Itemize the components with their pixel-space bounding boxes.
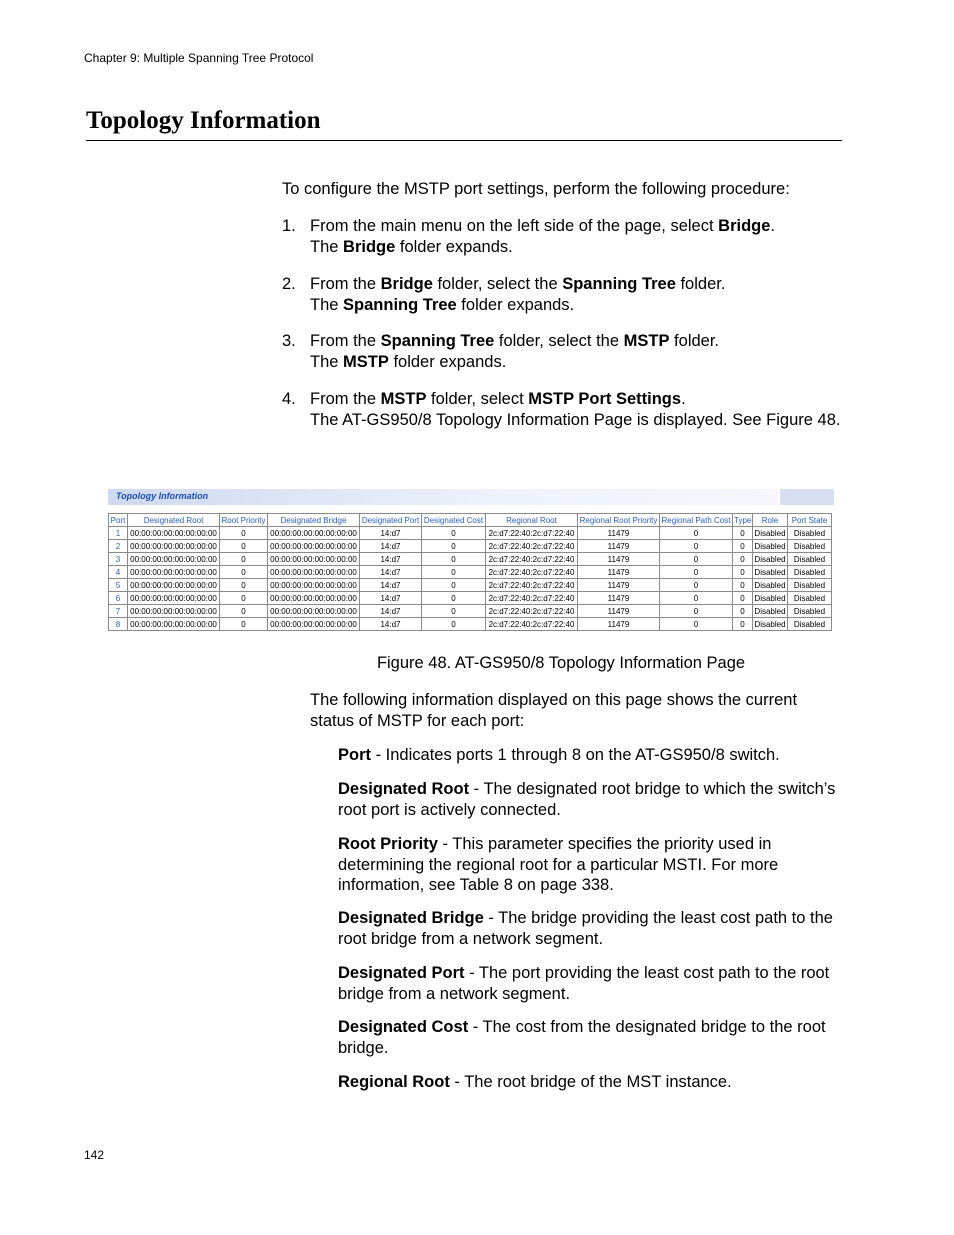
table-cell: 0: [220, 566, 268, 579]
step-bold: Bridge: [718, 217, 771, 235]
step-text: From the main menu on the left side of the page, select: [310, 217, 719, 235]
table-cell: 0: [660, 566, 733, 579]
table-cell: 00:00:00:00:00:00:00:00: [268, 579, 360, 592]
step-3: [282, 331, 842, 372]
column-header: Role: [753, 514, 788, 527]
table-cell: 0: [660, 618, 733, 631]
table-cell: Disabled: [754, 554, 786, 564]
title-rule: [86, 140, 842, 141]
table-cell: 00:00:00:00:00:00:00:00: [268, 618, 360, 631]
column-header: Regional Path Cost: [660, 514, 733, 527]
table-cell: 0: [733, 592, 753, 605]
definition-designated-port: [338, 963, 842, 1004]
table-cell: 00:00:00:00:00:00:00:00: [128, 618, 220, 631]
step-bold: MSTP Port Settings: [528, 390, 682, 408]
table-cell: 11479: [578, 553, 660, 566]
step-bold: MSTP: [623, 332, 670, 350]
step-bold: Spanning Tree: [380, 332, 495, 350]
table-cell: 0: [733, 527, 753, 540]
table-cell: 00:00:00:00:00:00:00:00: [268, 527, 360, 540]
table-cell: 0: [220, 540, 268, 553]
step-text: folder, select the: [432, 275, 563, 293]
port-link[interactable]: 6: [109, 592, 128, 605]
table-row: [109, 592, 832, 605]
step-text: folder expands.: [395, 237, 513, 256]
table-cell: 2c:d7:22:40:2c:d7:22:40: [486, 540, 578, 553]
definition-designated-cost: [338, 1017, 842, 1058]
table-cell: 0: [660, 579, 733, 592]
table-cell: 0: [220, 553, 268, 566]
step-4: [282, 389, 842, 430]
definition-desc: - This parameter specifies the priority used in determining the regional root for a particular MSTI. For more information, see Table 8 on page 338.: [338, 835, 779, 894]
port-link[interactable]: 1: [109, 527, 128, 540]
table-cell: 11479: [578, 618, 660, 631]
table-cell: 2c:d7:22:40:2c:d7:22:40: [486, 527, 578, 540]
column-header: Type: [734, 515, 752, 525]
column-header: Regional Root Priority: [578, 514, 660, 527]
table-cell: 14:d7: [360, 527, 422, 540]
table-cell: 11479: [578, 566, 660, 579]
table-cell: Disabled: [754, 528, 786, 538]
table-cell: Disabled: [788, 540, 832, 553]
definition-term: Designated Bridge: [338, 909, 484, 927]
table-cell: 11479: [578, 605, 660, 618]
table-cell: 2c:d7:22:40:2c:d7:22:40: [486, 553, 578, 566]
definition-desc: - The bridge providing the least cost path to the root bridge from a network segment.: [338, 909, 833, 948]
table-body: [109, 527, 832, 631]
screenshot-title: Topology Information: [116, 491, 209, 501]
running-header: Chapter 9: Multiple Spanning Tree Protocol: [84, 51, 314, 65]
table-cell: Disabled: [788, 553, 832, 566]
table-cell: 00:00:00:00:00:00:00:00: [128, 579, 220, 592]
step-text: From the: [310, 390, 381, 408]
table-cell: 14:d7: [360, 618, 422, 631]
step-text: The: [310, 352, 344, 371]
definition-term: Designated Root: [338, 780, 470, 798]
table-cell: Disabled: [788, 592, 832, 605]
table-cell: 00:00:00:00:00:00:00:00: [268, 592, 360, 605]
step-text: folder.: [675, 275, 726, 293]
step-text: The: [310, 237, 344, 256]
step-2: [282, 274, 842, 315]
table-cell: 14:d7: [360, 540, 422, 553]
definition-desc: - The root bridge of the MST instance.: [449, 1073, 732, 1091]
definition-designated-bridge: [338, 908, 842, 949]
screenshot-title-bar: [108, 489, 778, 505]
table-cell: 0: [660, 592, 733, 605]
table-cell: Disabled: [788, 605, 832, 618]
table-cell: 0: [220, 579, 268, 592]
step-number: 4.: [282, 390, 296, 408]
table-cell: 14:d7: [360, 566, 422, 579]
table-cell: 00:00:00:00:00:00:00:00: [268, 605, 360, 618]
step-text: .: [681, 390, 686, 408]
table-cell: 0: [220, 592, 268, 605]
table-cell: 2c:d7:22:40:2c:d7:22:40: [486, 566, 578, 579]
column-header: Regional Root: [486, 514, 578, 527]
page-number: 142: [84, 1148, 105, 1162]
step-number: 2.: [282, 275, 296, 293]
table-cell: 0: [733, 618, 753, 631]
table-cell: 0: [422, 553, 486, 566]
table-cell: 11479: [578, 579, 660, 592]
table-cell: 2c:d7:22:40:2c:d7:22:40: [486, 592, 578, 605]
table-row: [109, 527, 832, 540]
table-cell: 14:d7: [360, 579, 422, 592]
table-cell: Disabled: [754, 606, 786, 616]
definition-term: Root Priority: [338, 835, 438, 853]
step-text: The: [310, 295, 344, 314]
table-header-row: [109, 514, 832, 527]
table-cell: 00:00:00:00:00:00:00:00: [268, 553, 360, 566]
table-cell: 11479: [578, 592, 660, 605]
definition-designated-root: [338, 779, 842, 820]
step-bold: MSTP: [343, 352, 389, 371]
column-header: Port: [109, 514, 128, 527]
step-1: [282, 216, 842, 257]
step-number: 1.: [282, 217, 296, 235]
definition-desc: - The designated root bridge to which the switch’s root port is actively connected.: [338, 780, 836, 819]
port-link[interactable]: 5: [109, 579, 128, 592]
table-cell: Disabled: [788, 566, 832, 579]
topology-screenshot: [108, 488, 834, 640]
table-cell: 0: [422, 527, 486, 540]
definition-root-priority: [338, 834, 842, 896]
step-bold: Spanning Tree: [343, 295, 457, 314]
column-header: Designated Cost: [422, 514, 486, 527]
step-text: folder expands.: [388, 352, 507, 371]
table-cell: 0: [733, 553, 753, 566]
step-text: From the: [310, 332, 381, 350]
step-text: The AT-GS950/8 Topology Information Page is displayed. See Figure 48.: [310, 410, 841, 429]
table-cell: 0: [422, 592, 486, 605]
table-cell: Disabled: [754, 580, 786, 590]
definition-term: Designated Port: [338, 964, 465, 982]
table-cell: 14:d7: [360, 592, 422, 605]
step-number: 3.: [282, 332, 296, 350]
table-cell: Disabled: [754, 567, 786, 577]
table-cell: 0: [660, 527, 733, 540]
step-text: .: [770, 217, 776, 235]
intro-paragraph: To configure the MSTP port settings, perform the following procedure:: [282, 180, 790, 198]
definition-regional-root: [338, 1072, 842, 1093]
table-cell: 14:d7: [360, 605, 422, 618]
table-cell: 0: [733, 579, 753, 592]
table-cell: 0: [733, 566, 753, 579]
table-cell: 11479: [578, 527, 660, 540]
topology-table: [108, 513, 832, 631]
definition-term: Designated Cost: [338, 1018, 469, 1036]
table-row: [109, 553, 832, 566]
table-cell: 2c:d7:22:40:2c:d7:22:40: [486, 605, 578, 618]
section-title: Topology Information: [86, 107, 321, 134]
step-text: From the: [310, 275, 381, 293]
table-cell: 00:00:00:00:00:00:00:00: [128, 540, 220, 553]
port-link[interactable]: 4: [109, 566, 128, 579]
table-cell: 0: [422, 579, 486, 592]
column-header: Designated Bridge: [268, 514, 360, 527]
table-cell: 00:00:00:00:00:00:00:00: [128, 553, 220, 566]
definition-term: Port: [338, 746, 371, 764]
table-cell: 2c:d7:22:40:2c:d7:22:40: [486, 618, 578, 631]
table-cell: 14:d7: [360, 553, 422, 566]
table-cell: 2c:d7:22:40:2c:d7:22:40: [486, 579, 578, 592]
summary-paragraph: The following information displayed on this page shows the current status of MSTP for each port:: [310, 691, 798, 730]
definition-term: Regional Root: [338, 1073, 450, 1091]
definition-desc: - The port providing the least cost path to the root bridge from a network segment.: [338, 964, 830, 1003]
table-cell: Disabled: [788, 618, 832, 631]
table-cell: 00:00:00:00:00:00:00:00: [128, 605, 220, 618]
table-cell: 00:00:00:00:00:00:00:00: [268, 540, 360, 553]
port-link[interactable]: 8: [109, 618, 128, 631]
table-cell: Disabled: [754, 541, 786, 551]
screenshot-title-bar-end: [780, 489, 834, 505]
step-text: folder, select: [426, 390, 529, 408]
column-header: Designated Root: [128, 514, 220, 527]
table-cell: 0: [733, 605, 753, 618]
step-bold: MSTP: [380, 390, 427, 408]
figure-caption: Figure 48. AT-GS950/8 Topology Information Page: [376, 654, 746, 672]
column-header: Designated Port: [360, 514, 422, 527]
table-cell: 00:00:00:00:00:00:00:00: [268, 566, 360, 579]
table-cell: Disabled: [788, 579, 832, 592]
table-cell: 0: [220, 618, 268, 631]
table-cell: 00:00:00:00:00:00:00:00: [128, 592, 220, 605]
step-bold: Bridge: [380, 275, 433, 293]
step-bold: Spanning Tree: [562, 275, 676, 293]
table-cell: 00:00:00:00:00:00:00:00: [128, 566, 220, 579]
definition-desc: - Indicates ports 1 through 8 on the AT-GS950/8 switch.: [371, 746, 780, 764]
column-header: Root Priority: [221, 515, 266, 525]
step-text: folder.: [669, 332, 720, 350]
step-bold: Bridge: [343, 237, 396, 256]
column-header: Port State: [788, 514, 832, 527]
table-row: [109, 618, 832, 631]
table-cell: 0: [422, 605, 486, 618]
table-cell: 0: [422, 540, 486, 553]
definition-port: [338, 745, 842, 766]
table-cell: 0: [660, 553, 733, 566]
table-cell: 11479: [578, 540, 660, 553]
port-link[interactable]: 2: [109, 540, 128, 553]
table-cell: Disabled: [754, 619, 786, 629]
table-cell: 0: [733, 540, 753, 553]
step-text: folder, select the: [494, 332, 624, 350]
table-row: [109, 566, 832, 579]
table-cell: 00:00:00:00:00:00:00:00: [128, 527, 220, 540]
table-cell: 0: [660, 540, 733, 553]
table-row: [109, 540, 832, 553]
port-link[interactable]: 3: [109, 553, 128, 566]
table-row: [109, 605, 832, 618]
table-cell: 0: [220, 605, 268, 618]
table-cell: 0: [220, 527, 268, 540]
table-cell: 0: [660, 605, 733, 618]
table-cell: Disabled: [788, 527, 832, 540]
table-cell: 0: [422, 566, 486, 579]
step-text: folder expands.: [456, 295, 575, 314]
table-row: [109, 579, 832, 592]
table-cell: Disabled: [754, 593, 786, 603]
table-cell: 0: [422, 618, 486, 631]
definition-desc: - The cost from the designated bridge to the root bridge.: [338, 1018, 826, 1057]
port-link[interactable]: 7: [109, 605, 128, 618]
